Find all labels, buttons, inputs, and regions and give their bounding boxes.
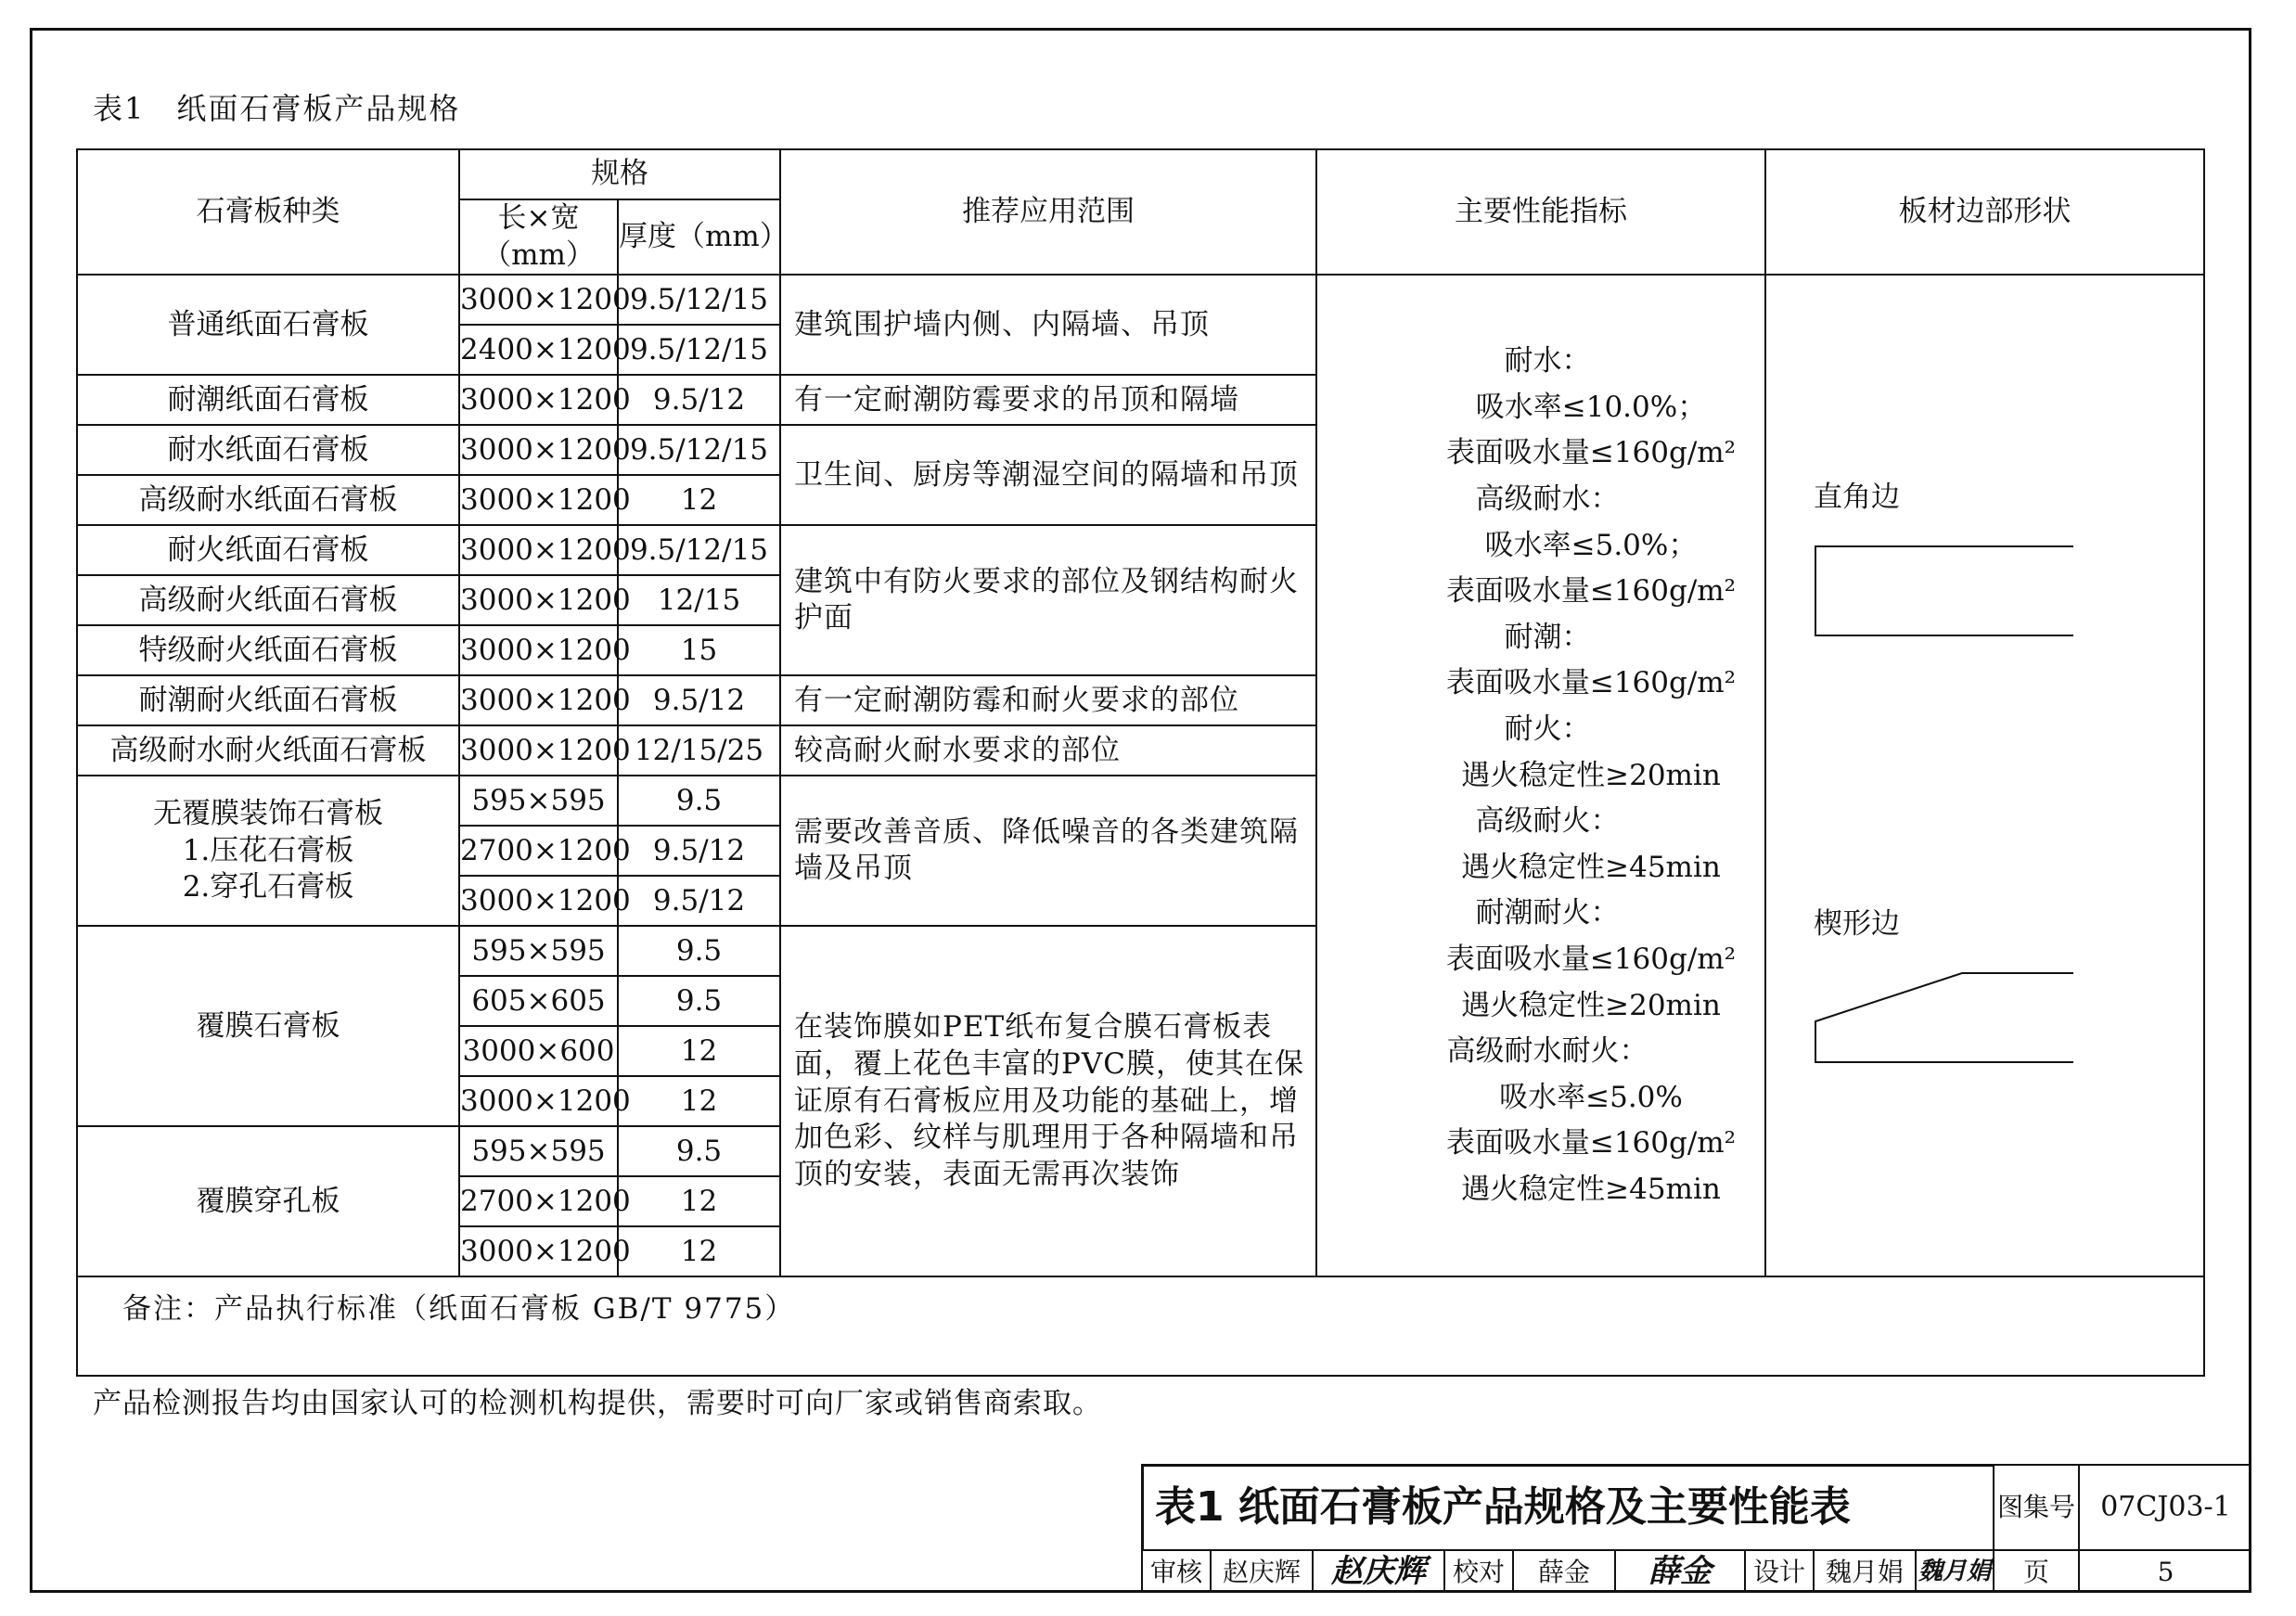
checker-signature: 薛金 bbox=[1614, 1549, 1744, 1593]
table-caption: 表1 纸面石膏板产品规格 bbox=[93, 91, 461, 126]
thickness-cell: 12 bbox=[618, 1226, 780, 1276]
thickness-cell: 9.5/12 bbox=[618, 375, 780, 425]
type-cell: 耐潮纸面石膏板 bbox=[77, 375, 459, 425]
review-label: 审核 bbox=[1141, 1549, 1210, 1593]
atlas-number: 07CJ03-1 bbox=[2078, 1464, 2251, 1549]
page-label: 页 bbox=[1993, 1549, 2078, 1593]
designer-name: 魏月娟 bbox=[1813, 1549, 1915, 1593]
size-cell: 595×595 bbox=[459, 926, 618, 976]
thickness-cell: 9.5/12/15 bbox=[618, 275, 780, 325]
application-cell: 建筑中有防火要求的部位及钢结构耐火护面 bbox=[780, 525, 1316, 675]
type-cell: 耐火纸面石膏板 bbox=[77, 525, 459, 575]
thickness-cell: 12 bbox=[618, 1076, 780, 1126]
header-row bbox=[77, 149, 2204, 199]
type-cell: 普通纸面石膏板 bbox=[77, 275, 459, 375]
size-cell: 3000×1200 bbox=[459, 1226, 618, 1276]
performance-line: 表面吸水量≤160g/m² bbox=[1445, 1126, 1737, 1161]
size-cell: 605×605 bbox=[459, 976, 618, 1026]
type-cell: 耐潮耐火纸面石膏板 bbox=[77, 675, 459, 725]
header-size: 长×宽（mm） bbox=[459, 199, 618, 275]
performance-cell bbox=[1316, 275, 1765, 1276]
thickness-cell: 9.5/12 bbox=[618, 675, 780, 725]
thickness-cell: 9.5 bbox=[618, 976, 780, 1026]
performance-line: 吸水率≤5.0%； bbox=[1484, 528, 1698, 562]
title-block bbox=[1141, 1464, 2251, 1593]
edge-shape-cell bbox=[1765, 275, 2204, 1276]
header-thickness: 厚度（mm） bbox=[618, 199, 780, 275]
size-cell: 2700×1200 bbox=[459, 826, 618, 876]
thickness-cell: 9.5/12/15 bbox=[618, 425, 780, 475]
type-cell: 覆膜穿孔板 bbox=[77, 1126, 459, 1276]
type-cell: 高级耐火纸面石膏板 bbox=[77, 575, 459, 625]
application-cell: 卫生间、厨房等潮湿空间的隔墙和吊顶 bbox=[780, 425, 1316, 525]
header-spec: 规格 bbox=[459, 149, 780, 199]
type-cell: 耐水纸面石膏板 bbox=[77, 425, 459, 475]
size-cell: 3000×1200 bbox=[459, 575, 618, 625]
size-cell: 595×595 bbox=[459, 776, 618, 826]
size-cell: 2400×1200 bbox=[459, 325, 618, 375]
application-cell: 在装饰膜如PET纸布复合膜石膏板表面，覆上花色丰富的PVC膜，使其在保证原有石膏板应用及功能的基础上，增加色彩、纹样与肌理用于各种隔墙和吊顶的安装，表面无需再次装饰 bbox=[780, 926, 1316, 1276]
thickness-cell: 12/15 bbox=[618, 575, 780, 625]
performance-line: 遇火稳定性≥20min bbox=[1461, 758, 1721, 792]
header-application: 推荐应用范围 bbox=[780, 149, 1316, 275]
size-cell: 595×595 bbox=[459, 1126, 618, 1176]
thickness-cell: 15 bbox=[618, 625, 780, 675]
page-number: 5 bbox=[2078, 1549, 2251, 1593]
thickness-cell: 9.5/12/15 bbox=[618, 525, 780, 575]
designer-signature: 魏月娟 bbox=[1915, 1549, 1993, 1593]
standard-note: 备注：产品执行标准（纸面石膏板 GB/T 9775） bbox=[122, 1292, 796, 1326]
size-cell: 3000×1200 bbox=[459, 625, 618, 675]
performance-line: 高级耐火： bbox=[1475, 804, 1620, 839]
thickness-cell: 9.5 bbox=[618, 1126, 780, 1176]
application-cell: 有一定耐潮防霉要求的吊顶和隔墙 bbox=[780, 375, 1316, 425]
application-cell: 有一定耐潮防霉和耐火要求的部位 bbox=[780, 675, 1316, 725]
checker-name: 薛金 bbox=[1512, 1549, 1614, 1593]
size-cell: 3000×1200 bbox=[459, 375, 618, 425]
performance-line: 表面吸水量≤160g/m² bbox=[1445, 666, 1737, 700]
type-line: 1.压花石膏板 bbox=[182, 833, 354, 867]
size-cell: 3000×1200 bbox=[459, 725, 618, 776]
header-type: 石膏板种类 bbox=[77, 149, 459, 275]
performance-line: 遇火稳定性≥20min bbox=[1461, 988, 1721, 1022]
performance-line: 耐火： bbox=[1504, 712, 1591, 746]
header-performance: 主要性能指标 bbox=[1316, 149, 1765, 275]
performance-line: 吸水率≤5.0% bbox=[1499, 1080, 1683, 1114]
size-cell: 3000×1200 bbox=[459, 425, 618, 475]
thickness-cell: 9.5 bbox=[618, 776, 780, 826]
type-line: 无覆膜装饰石膏板 bbox=[153, 796, 383, 830]
performance-line: 吸水率≤10.0%； bbox=[1475, 390, 1707, 424]
performance-line: 遇火稳定性≥45min bbox=[1461, 850, 1721, 884]
application-cell: 需要改善音质、降低噪音的各类建筑隔墙及吊顶 bbox=[780, 776, 1316, 926]
size-cell: 3000×600 bbox=[459, 1026, 618, 1076]
thickness-cell: 12 bbox=[618, 1176, 780, 1226]
square-edge-icon bbox=[1814, 545, 2073, 637]
application-cell: 建筑围护墙内侧、内隔墙、吊顶 bbox=[780, 275, 1316, 375]
performance-line: 表面吸水量≤160g/m² bbox=[1445, 436, 1737, 470]
size-cell: 3000×1200 bbox=[459, 525, 618, 575]
size-cell: 3000×1200 bbox=[459, 1076, 618, 1126]
thickness-cell: 9.5 bbox=[618, 926, 780, 976]
tapered-edge-label: 楔形边 bbox=[1814, 907, 1900, 942]
thickness-cell: 9.5/12/15 bbox=[618, 325, 780, 375]
tapered-edge-icon bbox=[1814, 971, 2073, 1064]
performance-line: 耐水： bbox=[1504, 344, 1591, 378]
reviewer-name: 赵庆辉 bbox=[1210, 1549, 1312, 1593]
performance-line: 高级耐水： bbox=[1475, 481, 1620, 516]
thickness-cell: 9.5/12 bbox=[618, 876, 780, 926]
performance-line: 表面吸水量≤160g/m² bbox=[1445, 942, 1737, 976]
thickness-cell: 12 bbox=[618, 475, 780, 525]
type-cell: 特级耐火纸面石膏板 bbox=[77, 625, 459, 675]
performance-line: 耐潮： bbox=[1504, 620, 1591, 654]
edge-shape-diagram bbox=[1766, 276, 2203, 1276]
performance-line: 高级耐水耐火： bbox=[1446, 1034, 1648, 1069]
performance-line: 遇火稳定性≥45min bbox=[1461, 1172, 1721, 1206]
type-cell: 高级耐水耐火纸面石膏板 bbox=[77, 725, 459, 776]
table-row bbox=[77, 275, 2204, 325]
drawing-title: 表1 纸面石膏板产品规格及主要性能表 bbox=[1141, 1464, 1993, 1549]
application-cell: 较高耐火耐水要求的部位 bbox=[780, 725, 1316, 776]
type-cell bbox=[77, 776, 459, 926]
design-label: 设计 bbox=[1744, 1549, 1813, 1593]
thickness-cell: 9.5/12 bbox=[618, 826, 780, 876]
size-cell: 2700×1200 bbox=[459, 1176, 618, 1226]
atlas-label: 图集号 bbox=[1993, 1464, 2078, 1549]
type-cell: 覆膜石膏板 bbox=[77, 926, 459, 1126]
reviewer-signature: 赵庆辉 bbox=[1312, 1549, 1443, 1593]
size-cell: 3000×1200 bbox=[459, 876, 618, 926]
check-label: 校对 bbox=[1443, 1549, 1512, 1593]
type-line: 2.穿孔石膏板 bbox=[182, 870, 354, 904]
thickness-cell: 12 bbox=[618, 1026, 780, 1076]
square-edge-label: 直角边 bbox=[1814, 481, 1900, 515]
footnote: 产品检测报告均由国家认可的检测机构提供，需要时可向厂家或销售商索取。 bbox=[93, 1387, 1102, 1420]
performance-line: 耐潮耐火： bbox=[1475, 896, 1620, 930]
size-cell: 3000×1200 bbox=[459, 275, 618, 325]
thickness-cell: 12/15/25 bbox=[618, 725, 780, 776]
size-cell: 3000×1200 bbox=[459, 675, 618, 725]
size-cell: 3000×1200 bbox=[459, 475, 618, 525]
header-edge: 板材边部形状 bbox=[1765, 149, 2204, 275]
spec-table bbox=[76, 148, 2205, 1377]
type-cell: 高级耐水纸面石膏板 bbox=[77, 475, 459, 525]
performance-line: 表面吸水量≤160g/m² bbox=[1445, 574, 1737, 609]
